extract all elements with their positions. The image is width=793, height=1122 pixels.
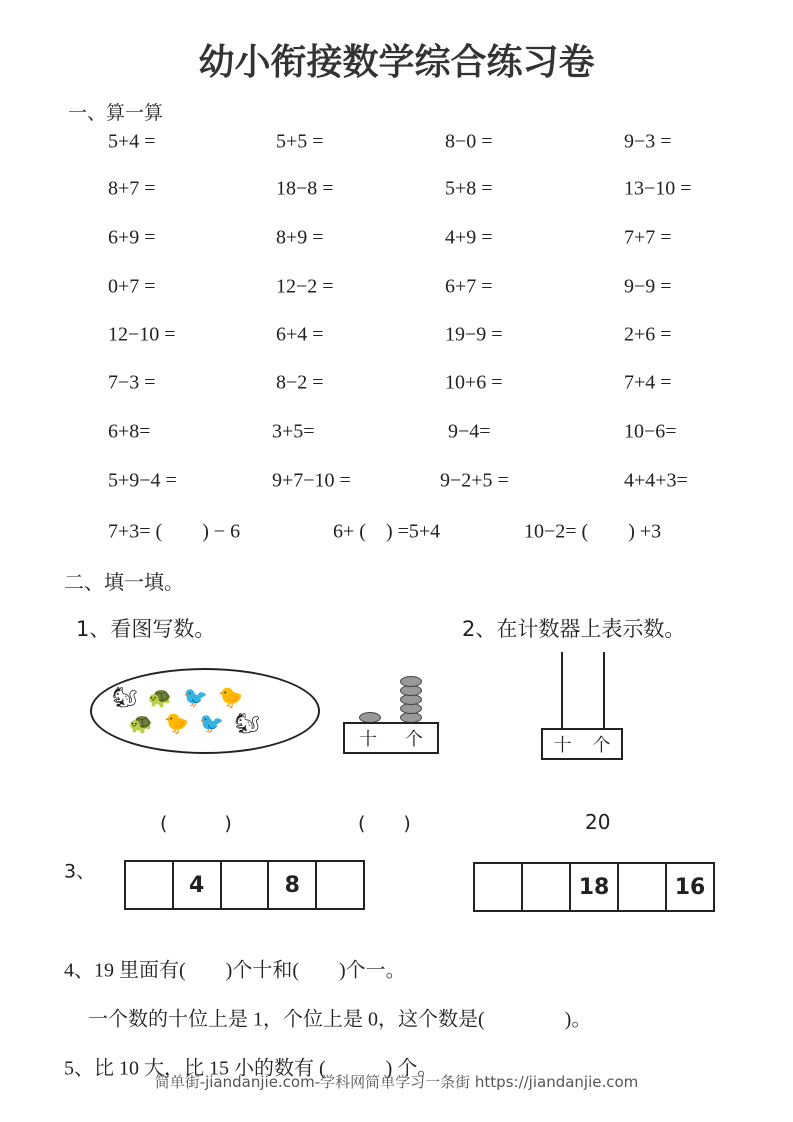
sequence-cell[interactable]: [523, 864, 571, 910]
equation: 4+9 =: [445, 226, 493, 249]
equation: 7+4 =: [624, 371, 672, 394]
equation: 19−9 =: [445, 323, 503, 346]
sequence-boxes-left: [124, 860, 365, 910]
equation: 7−3 =: [108, 371, 156, 394]
equation: 18−8 =: [276, 177, 334, 200]
q2-label: 2、在计数器上表示数。: [462, 617, 686, 641]
equation: 5+5 =: [276, 130, 324, 153]
equation: 9−4=: [448, 420, 491, 443]
counter-picture: [343, 722, 439, 754]
equation: 8−2 =: [276, 371, 324, 394]
equation: 7+3= ( ) − 6: [108, 520, 241, 543]
equation: 8+7 =: [108, 177, 156, 200]
ones-rod: [603, 652, 605, 729]
equation: 6+9 =: [108, 226, 156, 249]
q3-label: 3、: [64, 860, 96, 883]
sequence-cell[interactable]: [475, 864, 523, 910]
equation: 7+7 =: [624, 226, 672, 249]
ones-label: 个: [405, 729, 423, 750]
equation: 9−3 =: [624, 130, 672, 153]
equation: 10+6 =: [445, 371, 503, 394]
sequence-cell[interactable]: 4: [174, 862, 222, 908]
page-title: 幼小衔接数学综合练习卷: [198, 42, 595, 83]
sequence-boxes-right: [473, 862, 715, 912]
answer-blank-picture[interactable]: ( ): [160, 812, 232, 835]
animal-icons: 🐿 🐢 🐦 🐤 🐢 🐤 🐦 🐿: [112, 685, 262, 735]
sequence-cell[interactable]: [222, 862, 270, 908]
tens-label: 十: [553, 735, 572, 756]
target-number: 20: [585, 810, 611, 834]
equation: 6+7 =: [445, 275, 493, 298]
sequence-cell[interactable]: 18: [571, 864, 619, 910]
sequence-cell[interactable]: [619, 864, 667, 910]
equation: 10−6=: [624, 420, 677, 443]
tens-rod: [561, 652, 563, 729]
animals-picture: [90, 668, 320, 754]
equation: 12−2 =: [276, 275, 334, 298]
equation: 5+4 =: [108, 130, 156, 153]
equation: 0+7 =: [108, 275, 156, 298]
equation: 2+6 =: [624, 323, 672, 346]
equation: 8+9 =: [276, 226, 324, 249]
equation: 5+9−4 =: [108, 469, 177, 492]
section2-heading: 二、填一填。: [64, 570, 184, 594]
equation: 6+4 =: [276, 323, 324, 346]
equation: 13−10 =: [624, 177, 692, 200]
q4-text: 4、19 里面有( )个十和( )个一。: [64, 959, 406, 982]
q4-text2: 一个数的十位上是 1，个位上是 0，这个数是( )。: [88, 1008, 592, 1031]
equation: 9−2+5 =: [440, 469, 509, 492]
empty-counter[interactable]: [541, 728, 623, 760]
ones-label: 个: [592, 735, 611, 756]
sequence-cell[interactable]: [126, 862, 174, 908]
equation: 12−10 =: [108, 323, 176, 346]
watermark: 简单街-jiandanjie.com-学科网简单学习一条街 https://jiandanjie.com: [154, 1073, 639, 1091]
equation: 10−2= ( ) +3: [524, 520, 662, 543]
equation: 5+8 =: [445, 177, 493, 200]
equation: 4+4+3=: [624, 469, 688, 492]
sequence-cell[interactable]: 16: [674, 874, 706, 900]
ones-bead: [400, 676, 422, 687]
equation: 6+8=: [108, 420, 151, 443]
equation: 3+5=: [272, 420, 315, 443]
q5-text: 5、比 10 大，比 15 小的数有 ( ) 个。: [64, 1057, 438, 1080]
sequence-cell[interactable]: 8: [269, 862, 317, 908]
answer-blank-counter[interactable]: ( ): [358, 812, 411, 835]
equation: 9−9 =: [624, 275, 672, 298]
equation: 6+ ( ) =5+4: [333, 520, 441, 543]
equation: 8−0 =: [445, 130, 493, 153]
equation: 9+7−10 =: [272, 469, 351, 492]
section1-heading: 一、算一算: [68, 102, 164, 124]
tens-label: 十: [359, 729, 377, 750]
q1-label: 1、看图写数。: [76, 617, 216, 641]
sequence-cell[interactable]: [317, 862, 363, 908]
